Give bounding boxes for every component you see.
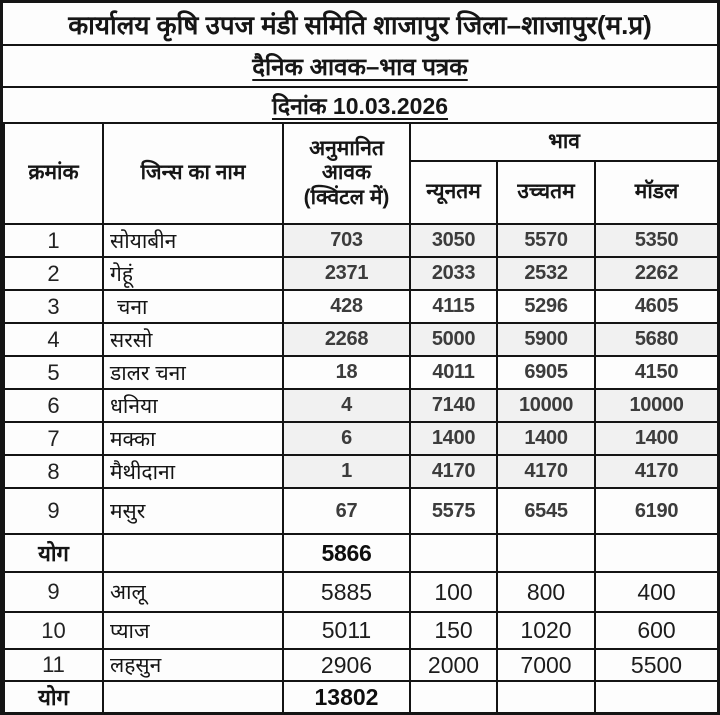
cell-min: 4170 — [410, 455, 497, 488]
col-header-commodity: जिन्स का नाम — [103, 123, 283, 224]
cell-max: 800 — [497, 572, 595, 612]
cell-min: 4115 — [410, 290, 497, 323]
cell-serial: 9 — [4, 572, 103, 612]
cell-max: 5296 — [497, 290, 595, 323]
cell-arrival: 2906 — [283, 649, 410, 681]
cell-min: 5575 — [410, 488, 497, 534]
cell-min — [410, 534, 497, 572]
cell-commodity: सोयाबीन — [103, 224, 283, 257]
total-row — [4, 681, 718, 713]
cell-commodity: मैथीदाना — [103, 455, 283, 488]
total-row — [4, 534, 718, 572]
cell-min: 4011 — [410, 356, 497, 389]
cell-commodity: मसुर — [103, 488, 283, 534]
cell-min: 3050 — [410, 224, 497, 257]
col-header-max: उच्चतम — [497, 161, 595, 224]
table-row — [4, 455, 718, 488]
cell-modal: 2262 — [595, 257, 718, 290]
cell-commodity: धनिया — [103, 389, 283, 422]
cell-modal — [595, 534, 718, 572]
cell-serial: 10 — [4, 612, 103, 649]
cell-commodity: आलू — [103, 572, 283, 612]
cell-max: 6545 — [497, 488, 595, 534]
cell-max: 7000 — [497, 649, 595, 681]
cell-modal: 6190 — [595, 488, 718, 534]
table-body — [4, 224, 718, 713]
table-row — [4, 290, 718, 323]
col-header-rate-group: भाव — [410, 123, 718, 161]
cell-modal: 10000 — [595, 389, 718, 422]
table-row — [4, 572, 718, 612]
cell-min: 2033 — [410, 257, 497, 290]
cell-min: 7140 — [410, 389, 497, 422]
cell-serial: 1 — [4, 224, 103, 257]
cell-modal: 5350 — [595, 224, 718, 257]
cell-serial: योग — [4, 534, 103, 572]
cell-arrival: 6 — [283, 422, 410, 455]
cell-commodity: डालर चना — [103, 356, 283, 389]
table-row — [4, 356, 718, 389]
col-header-min: न्यूनतम — [410, 161, 497, 224]
cell-serial: 5 — [4, 356, 103, 389]
cell-min: 5000 — [410, 323, 497, 356]
cell-min: 2000 — [410, 649, 497, 681]
cell-modal: 4150 — [595, 356, 718, 389]
rates-table — [3, 122, 719, 714]
cell-commodity — [103, 534, 283, 572]
cell-max — [497, 534, 595, 572]
cell-arrival: 2268 — [283, 323, 410, 356]
cell-commodity: गेहूं — [103, 257, 283, 290]
cell-arrival: 13802 — [283, 681, 410, 713]
report-date: दिनांक 10.03.2026 — [271, 93, 449, 119]
col-header-modal: मॉडल — [595, 161, 718, 224]
cell-max: 1020 — [497, 612, 595, 649]
cell-arrival: 5885 — [283, 572, 410, 612]
cell-commodity: सरसो — [103, 323, 283, 356]
cell-min: 1400 — [410, 422, 497, 455]
cell-modal: 5500 — [595, 649, 718, 681]
cell-max: 6905 — [497, 356, 595, 389]
cell-arrival: 4 — [283, 389, 410, 422]
cell-commodity: लहसुन — [103, 649, 283, 681]
report-date-row — [3, 88, 717, 122]
cell-max: 5570 — [497, 224, 595, 257]
office-title: कार्यालय कृषि उपज मंडी समिति शाजापुर जिला–शाजापुर(म.प्र) — [3, 3, 717, 46]
cell-max: 2532 — [497, 257, 595, 290]
table-header — [4, 123, 718, 224]
cell-commodity: मक्का — [103, 422, 283, 455]
cell-serial: 11 — [4, 649, 103, 681]
report-title: दैनिक आवक–भाव पत्रक — [252, 53, 468, 81]
cell-serial: 9 — [4, 488, 103, 534]
cell-arrival: 1 — [283, 455, 410, 488]
cell-serial: 6 — [4, 389, 103, 422]
cell-serial: 7 — [4, 422, 103, 455]
cell-arrival: 5866 — [283, 534, 410, 572]
cell-serial: 8 — [4, 455, 103, 488]
cell-min: 150 — [410, 612, 497, 649]
cell-max: 4170 — [497, 455, 595, 488]
cell-commodity — [103, 681, 283, 713]
table-row — [4, 224, 718, 257]
cell-max — [497, 681, 595, 713]
cell-modal — [595, 681, 718, 713]
cell-min: 100 — [410, 572, 497, 612]
cell-modal: 4605 — [595, 290, 718, 323]
cell-commodity: प्याज — [103, 612, 283, 649]
cell-modal: 5680 — [595, 323, 718, 356]
cell-modal: 600 — [595, 612, 718, 649]
table-row — [4, 257, 718, 290]
cell-arrival: 5011 — [283, 612, 410, 649]
table-row — [4, 323, 718, 356]
cell-arrival: 18 — [283, 356, 410, 389]
cell-serial: 3 — [4, 290, 103, 323]
cell-max: 10000 — [497, 389, 595, 422]
cell-min — [410, 681, 497, 713]
cell-serial: योग — [4, 681, 103, 713]
cell-max: 1400 — [497, 422, 595, 455]
cell-arrival: 67 — [283, 488, 410, 534]
cell-max: 5900 — [497, 323, 595, 356]
cell-modal: 400 — [595, 572, 718, 612]
cell-serial: 2 — [4, 257, 103, 290]
cell-arrival: 428 — [283, 290, 410, 323]
cell-modal: 1400 — [595, 422, 718, 455]
report-title-row — [3, 46, 717, 88]
table-row — [4, 488, 718, 534]
cell-commodity: चना — [103, 290, 283, 323]
cell-arrival: 703 — [283, 224, 410, 257]
table-row — [4, 649, 718, 681]
table-row — [4, 422, 718, 455]
cell-arrival: 2371 — [283, 257, 410, 290]
col-header-arrival: अनुमानित आवक (क्विंटल में) — [283, 123, 410, 224]
col-header-serial: क्रमांक — [4, 123, 103, 224]
cell-modal: 4170 — [595, 455, 718, 488]
table-row — [4, 612, 718, 649]
table-row — [4, 389, 718, 422]
cell-serial: 4 — [4, 323, 103, 356]
